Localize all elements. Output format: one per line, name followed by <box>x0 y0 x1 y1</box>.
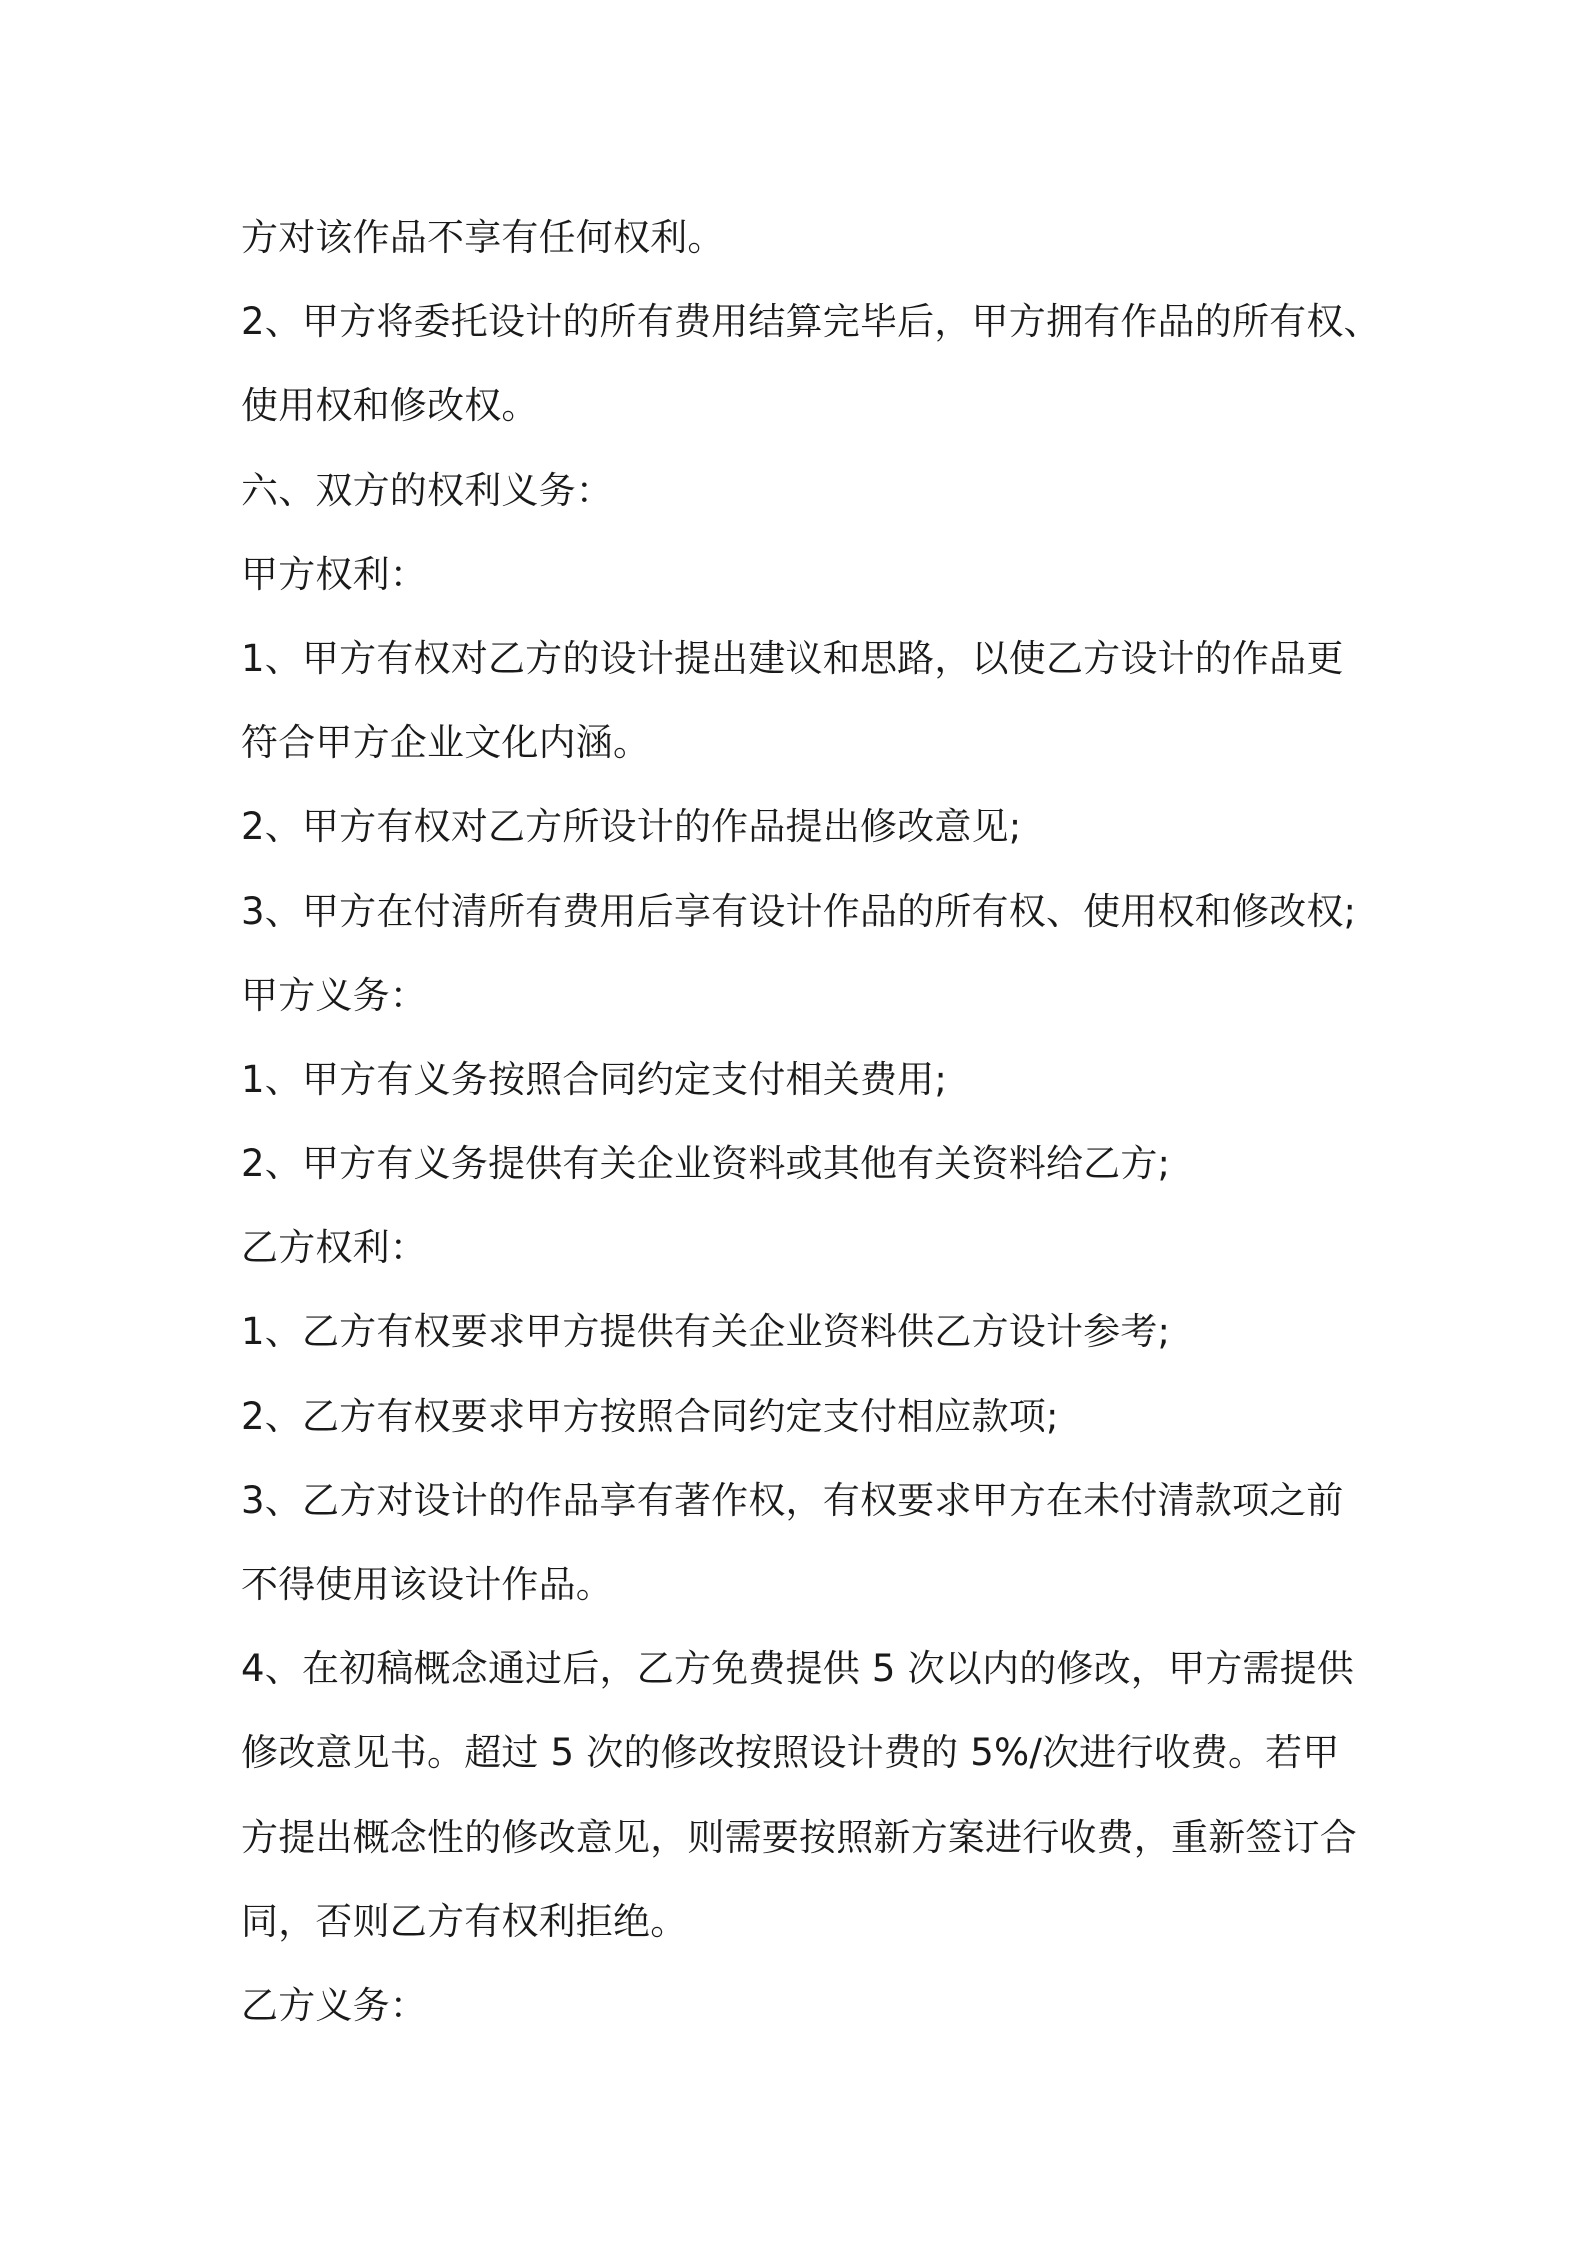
section-heading: 六、双方的权利义务： <box>241 468 613 512</box>
subheading-party-b-rights: 乙方权利： <box>241 1226 427 1270</box>
text-line-12: 2、甲方有义务提供有关企业资料或其他有关资料给乙方; <box>241 1142 1171 1186</box>
subheading-party-a-rights: 甲方权利： <box>241 552 427 596</box>
text-line-9: 3、甲方在付清所有费用后享有设计作品的所有权、使用权和修改权; <box>241 889 1357 933</box>
text-line-14: 1、乙方有权要求甲方提供有关企业资料供乙方设计参考; <box>241 1310 1171 1354</box>
document-body <box>241 196 1381 2048</box>
subheading-party-a-obligations: 甲方义务： <box>241 973 427 1017</box>
text-line-7: 符合甲方企业文化内涵。 <box>241 721 651 765</box>
text-line-20: 方提出概念性的修改意见，则需要按照新方案进行收费，重新签订合 <box>241 1815 1357 1859</box>
text-line-11: 1、甲方有义务按照合同约定支付相关费用; <box>241 1057 948 1101</box>
text-line-16: 3、乙方对设计的作品享有著作权，有权要求甲方在未付清款项之前 <box>241 1478 1344 1522</box>
text-line-19: 修改意见书。超过 5 次的修改按照设计费的 5%/次进行收费。若甲 <box>241 1731 1340 1775</box>
text-line-8: 2、甲方有权对乙方所设计的作品提出修改意见; <box>241 805 1022 849</box>
text-line-6: 1、甲方有权对乙方的设计提出建议和思路，以使乙方设计的作品更 <box>241 636 1344 680</box>
text-line-15: 2、乙方有权要求甲方按照合同约定支付相应款项; <box>241 1394 1059 1438</box>
text-line-21: 同，否则乙方有权利拒绝。 <box>241 1899 688 1943</box>
text-line-2: 2、甲方将委托设计的所有费用结算完毕后，甲方拥有作品的所有权、 <box>241 300 1381 344</box>
text-line-3: 使用权和修改权。 <box>241 384 539 428</box>
text-line-18: 4、在初稿概念通过后，乙方免费提供 5 次以内的修改，甲方需提供 <box>241 1647 1355 1691</box>
text-line-17: 不得使用该设计作品。 <box>241 1563 613 1606</box>
subheading-party-b-obligations: 乙方义务： <box>241 1983 427 2027</box>
text-line-1: 方对该作品不享有任何权利。 <box>241 216 725 259</box>
